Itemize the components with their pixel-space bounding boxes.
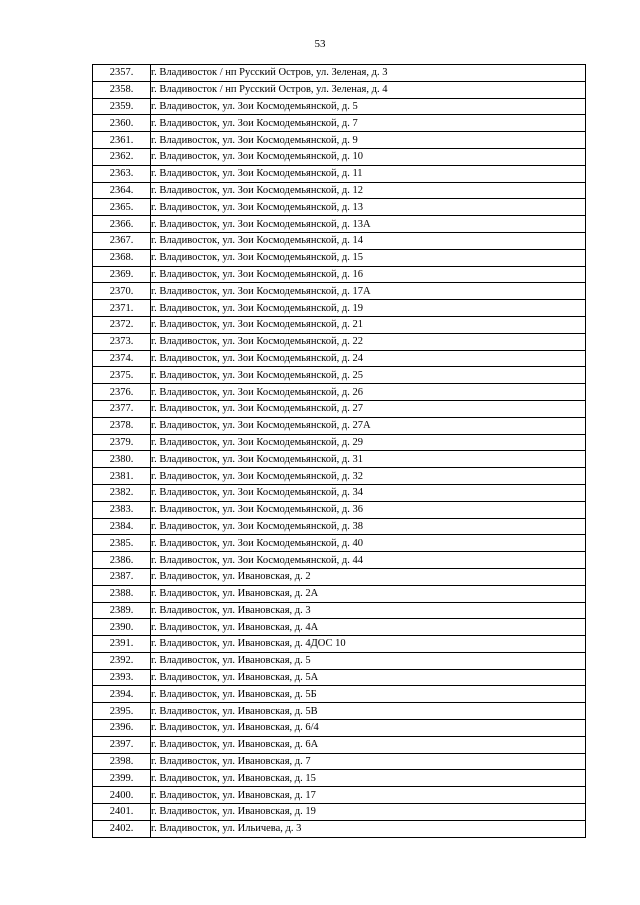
table-row [93, 300, 586, 317]
table-row [93, 703, 586, 720]
row-number: 2385. [93, 535, 151, 552]
row-number: 2365. [93, 199, 151, 216]
table-row [93, 148, 586, 165]
row-address: г. Владивосток, ул. Ивановская, д. 19 [151, 804, 586, 821]
table-row [93, 199, 586, 216]
table-row [93, 98, 586, 115]
table-row [93, 333, 586, 350]
row-number: 2378. [93, 417, 151, 434]
table-row [93, 468, 586, 485]
row-address: г. Владивосток, ул. Зои Космодемьянской, д. 13 [151, 199, 586, 216]
row-address: г. Владивосток / нп Русский Остров, ул. Зеленая, д. 4 [151, 81, 586, 98]
table-row [93, 182, 586, 199]
table-row [93, 384, 586, 401]
row-number: 2357. [93, 65, 151, 82]
row-address: г. Владивосток, ул. Зои Космодемьянской, д. 44 [151, 552, 586, 569]
table-row [93, 400, 586, 417]
address-table-body [93, 65, 586, 838]
row-number: 2400. [93, 787, 151, 804]
table-row [93, 484, 586, 501]
table-row [93, 535, 586, 552]
row-address: г. Владивосток, ул. Зои Космодемьянской, д. 9 [151, 132, 586, 149]
row-address: г. Владивосток, ул. Зои Космодемьянской, д. 17А [151, 283, 586, 300]
row-address: г. Владивосток, ул. Ивановская, д. 4ДОС 10 [151, 636, 586, 653]
row-address: г. Владивосток, ул. Ильичева, д. 3 [151, 820, 586, 837]
table-row [93, 283, 586, 300]
table-row [93, 115, 586, 132]
row-address: г. Владивосток, ул. Ивановская, д. 5В [151, 703, 586, 720]
row-number: 2370. [93, 283, 151, 300]
row-number: 2360. [93, 115, 151, 132]
row-address: г. Владивосток, ул. Ивановская, д. 17 [151, 787, 586, 804]
row-address: г. Владивосток, ул. Зои Космодемьянской, д. 24 [151, 350, 586, 367]
row-number: 2395. [93, 703, 151, 720]
table-row [93, 518, 586, 535]
row-address: г. Владивосток, ул. Зои Космодемьянской, д. 34 [151, 484, 586, 501]
table-row [93, 636, 586, 653]
row-number: 2359. [93, 98, 151, 115]
table-row [93, 132, 586, 149]
table-row [93, 770, 586, 787]
table-row [93, 720, 586, 737]
row-number: 2374. [93, 350, 151, 367]
row-address: г. Владивосток, ул. Зои Космодемьянской, д. 36 [151, 501, 586, 518]
table-row [93, 804, 586, 821]
table-row [93, 552, 586, 569]
table-row [93, 736, 586, 753]
page-number: 53 [314, 38, 326, 50]
table-row [93, 434, 586, 451]
row-number: 2373. [93, 333, 151, 350]
row-number: 2393. [93, 669, 151, 686]
table-row [93, 65, 586, 82]
row-number: 2381. [93, 468, 151, 485]
row-number: 2402. [93, 820, 151, 837]
row-address: г. Владивосток, ул. Зои Космодемьянской, д. 21 [151, 316, 586, 333]
row-address: г. Владивосток, ул. Зои Космодемьянской, д. 16 [151, 266, 586, 283]
row-number: 2388. [93, 585, 151, 602]
row-number: 2384. [93, 518, 151, 535]
row-number: 2379. [93, 434, 151, 451]
table-row [93, 820, 586, 837]
row-number: 2364. [93, 182, 151, 199]
row-address: г. Владивосток, ул. Зои Космодемьянской, д. 29 [151, 434, 586, 451]
table-row [93, 216, 586, 233]
row-number: 2392. [93, 652, 151, 669]
table-row [93, 585, 586, 602]
table-row [93, 753, 586, 770]
table-row [93, 451, 586, 468]
row-address: г. Владивосток, ул. Ивановская, д. 5А [151, 669, 586, 686]
row-address: г. Владивосток, ул. Зои Космодемьянской, д. 31 [151, 451, 586, 468]
row-number: 2398. [93, 753, 151, 770]
table-row [93, 787, 586, 804]
row-address: г. Владивосток, ул. Зои Космодемьянской, д. 26 [151, 384, 586, 401]
table-row [93, 350, 586, 367]
row-number: 2377. [93, 400, 151, 417]
table-row [93, 602, 586, 619]
row-address: г. Владивосток / нп Русский Остров, ул. Зеленая, д. 3 [151, 65, 586, 82]
row-address: г. Владивосток, ул. Ивановская, д. 6А [151, 736, 586, 753]
row-address: г. Владивосток, ул. Зои Космодемьянской, д. 7 [151, 115, 586, 132]
row-number: 2368. [93, 249, 151, 266]
row-address: г. Владивосток, ул. Зои Космодемьянской, д. 19 [151, 300, 586, 317]
row-number: 2383. [93, 501, 151, 518]
row-number: 2371. [93, 300, 151, 317]
table-row [93, 367, 586, 384]
table-row [93, 165, 586, 182]
table-row [93, 266, 586, 283]
row-address: г. Владивосток, ул. Зои Космодемьянской, д. 14 [151, 232, 586, 249]
row-number: 2394. [93, 686, 151, 703]
row-address: г. Владивосток, ул. Зои Космодемьянской, д. 10 [151, 148, 586, 165]
row-number: 2387. [93, 568, 151, 585]
row-number: 2376. [93, 384, 151, 401]
row-address: г. Владивосток, ул. Зои Космодемьянской, д. 27 [151, 400, 586, 417]
row-address: г. Владивосток, ул. Зои Космодемьянской, д. 25 [151, 367, 586, 384]
table-row [93, 417, 586, 434]
table-row [93, 568, 586, 585]
row-address: г. Владивосток, ул. Зои Космодемьянской, д. 40 [151, 535, 586, 552]
row-address: г. Владивосток, ул. Зои Космодемьянской, д. 12 [151, 182, 586, 199]
row-number: 2369. [93, 266, 151, 283]
row-number: 2390. [93, 619, 151, 636]
row-number: 2401. [93, 804, 151, 821]
table-row [93, 232, 586, 249]
row-address: г. Владивосток, ул. Зои Космодемьянской, д. 13А [151, 216, 586, 233]
row-address: г. Владивосток, ул. Зои Космодемьянской, д. 11 [151, 165, 586, 182]
row-number: 2380. [93, 451, 151, 468]
row-address: г. Владивосток, ул. Ивановская, д. 3 [151, 602, 586, 619]
row-address: г. Владивосток, ул. Ивановская, д. 15 [151, 770, 586, 787]
row-number: 2366. [93, 216, 151, 233]
row-number: 2382. [93, 484, 151, 501]
table-row [93, 669, 586, 686]
row-address: г. Владивосток, ул. Ивановская, д. 2 [151, 568, 586, 585]
row-address: г. Владивосток, ул. Ивановская, д. 2А [151, 585, 586, 602]
row-address: г. Владивосток, ул. Зои Космодемьянской, д. 27А [151, 417, 586, 434]
table-row [93, 619, 586, 636]
table-row [93, 686, 586, 703]
row-number: 2397. [93, 736, 151, 753]
table-row [93, 316, 586, 333]
row-address: г. Владивосток, ул. Ивановская, д. 4А [151, 619, 586, 636]
table-row [93, 501, 586, 518]
row-number: 2391. [93, 636, 151, 653]
row-address: г. Владивосток, ул. Зои Космодемьянской, д. 22 [151, 333, 586, 350]
row-address: г. Владивосток, ул. Ивановская, д. 5 [151, 652, 586, 669]
row-address: г. Владивосток, ул. Зои Космодемьянской, д. 15 [151, 249, 586, 266]
row-number: 2375. [93, 367, 151, 384]
row-address: г. Владивосток, ул. Ивановская, д. 6/4 [151, 720, 586, 737]
row-number: 2362. [93, 148, 151, 165]
row-number: 2363. [93, 165, 151, 182]
row-address: г. Владивосток, ул. Зои Космодемьянской, д. 5 [151, 98, 586, 115]
row-address: г. Владивосток, ул. Зои Космодемьянской, д. 32 [151, 468, 586, 485]
row-number: 2358. [93, 81, 151, 98]
row-number: 2396. [93, 720, 151, 737]
row-number: 2372. [93, 316, 151, 333]
table-row [93, 249, 586, 266]
row-number: 2361. [93, 132, 151, 149]
row-number: 2399. [93, 770, 151, 787]
address-table [92, 64, 586, 838]
row-number: 2367. [93, 232, 151, 249]
table-row [93, 81, 586, 98]
row-address: г. Владивосток, ул. Ивановская, д. 7 [151, 753, 586, 770]
row-number: 2386. [93, 552, 151, 569]
row-address: г. Владивосток, ул. Ивановская, д. 5Б [151, 686, 586, 703]
row-address: г. Владивосток, ул. Зои Космодемьянской, д. 38 [151, 518, 586, 535]
table-row [93, 652, 586, 669]
row-number: 2389. [93, 602, 151, 619]
